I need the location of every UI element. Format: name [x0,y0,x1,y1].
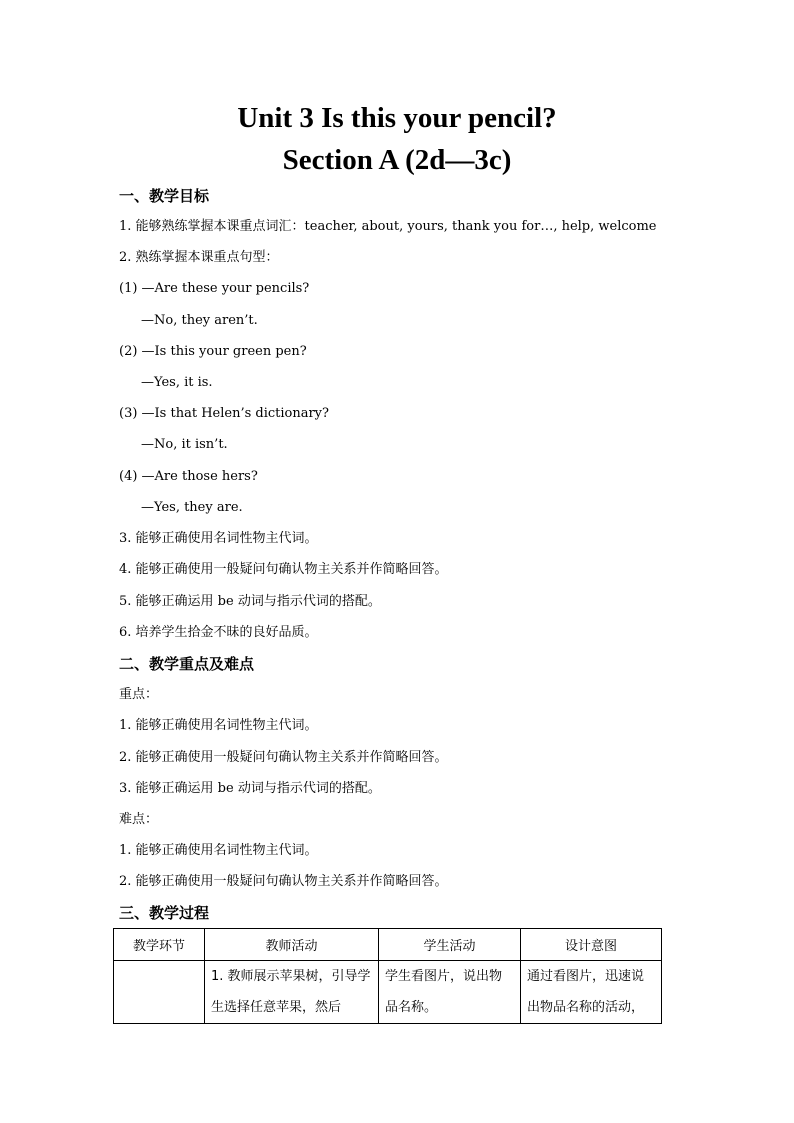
objective-item: 6. 培养学生拾金不昧的良好品质。 [119,625,318,640]
dialogue-answer: —Yes, it is. [141,375,213,390]
cell-stage [114,961,205,1024]
cell-design-intent: 通过看图片，迅速说出物品名称的活动， [521,961,662,1024]
cell-teacher-activity: 1. 教师展示苹果树，引导学生选择任意苹果，然后 [205,961,379,1024]
table-header-row [114,929,662,961]
objective-item: 3. 能够正确使用名词性物主代词。 [119,531,318,546]
key-point-item: 1. 能够正确使用名词性物主代词。 [119,718,318,733]
objective-item: 4. 能够正确使用一般疑问句确认物主关系并作简略回答。 [119,562,448,577]
cell-student-activity: 学生看图片，说出物品名称。 [379,961,521,1024]
dialogue-question: (4) —Are those hers? [119,469,258,484]
column-header-design-intent: 设计意图 [521,929,662,961]
objective-item: 1. 能够熟练掌握本课重点词汇：teacher, about, yours, thank you for…, help, welcome [119,219,657,234]
dialogue-answer: —No, it isn’t. [141,437,228,452]
title-section: Section A (2d—3c) [282,144,512,176]
dialogue-question: (2) —Is this your green pen? [119,344,307,359]
title-unit: Unit 3 Is this your pencil? [237,102,557,134]
dialogue-answer: —No, they aren’t. [141,313,258,328]
difficult-points-label: 难点： [119,812,159,827]
column-header-teacher-activity: 教师活动 [205,929,379,961]
table-row [114,961,662,1024]
difficult-point-item: 2. 能够正确使用一般疑问句确认物主关系并作简略回答。 [119,874,448,889]
objective-item: 2. 熟练掌握本课重点句型： [119,250,279,265]
objective-item: 5. 能够正确运用 be 动词与指示代词的搭配。 [119,594,381,609]
key-point-item: 3. 能够正确运用 be 动词与指示代词的搭配。 [119,781,381,796]
teaching-process-table [113,928,662,1024]
column-header-stage: 教学环节 [114,929,205,961]
dialogue-question: (3) —Is that Helen’s dictionary? [119,406,329,421]
key-points-label: 重点： [119,687,159,702]
heading-teaching-process: 三、教学过程 [119,904,210,922]
heading-key-difficult-points: 二、教学重点及难点 [119,655,255,673]
dialogue-question: (1) —Are these your pencils? [119,281,310,296]
key-point-item: 2. 能够正确使用一般疑问句确认物主关系并作简略回答。 [119,750,448,765]
dialogue-answer: —Yes, they are. [141,500,243,515]
column-header-student-activity: 学生活动 [379,929,521,961]
difficult-point-item: 1. 能够正确使用名词性物主代词。 [119,843,318,858]
heading-teaching-objectives: 一、教学目标 [119,187,210,205]
